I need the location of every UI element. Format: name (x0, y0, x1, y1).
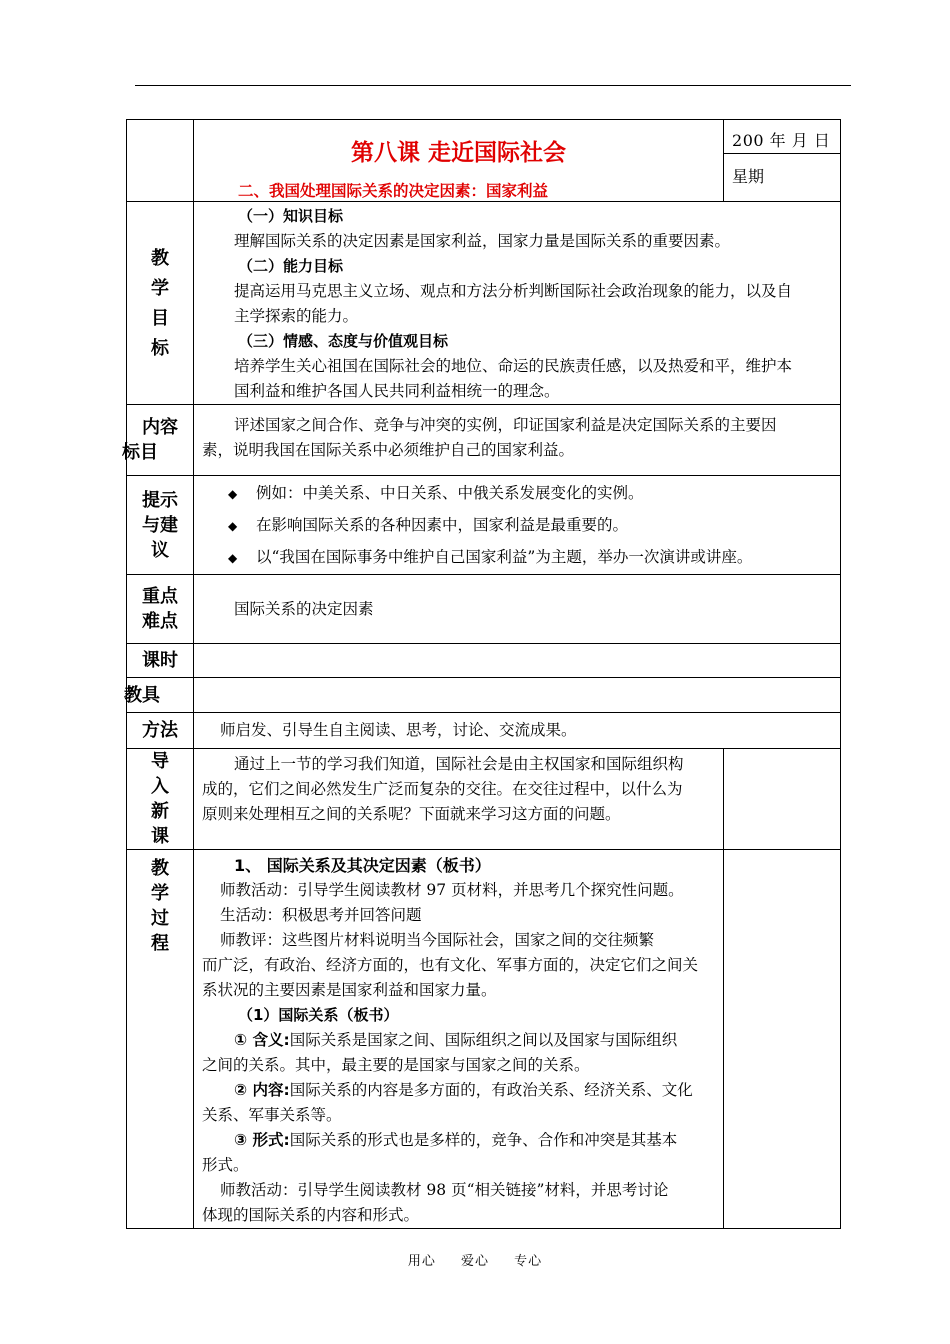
content-goal-row (127, 405, 841, 476)
diamond-bullet-icon: ◆ (228, 487, 238, 501)
process-label: 教 学 过 程 (127, 850, 194, 1229)
ability-text: 提高运用马克思主义立场、观点和方法分析判断国际社会政治现象的能力，以及自 (234, 282, 793, 300)
intro-row (127, 749, 841, 850)
diamond-bullet-icon: ◆ (228, 519, 238, 533)
teaching-tools-value (194, 678, 841, 713)
lesson-subtitle: 二、我国处理国际关系的决定因素：国家利益 (238, 182, 549, 200)
date-cell (724, 120, 841, 202)
tips-label: 提示 与建 议 (127, 476, 194, 575)
section-heading: 1、 国际关系及其决定因素（板书） (234, 856, 491, 875)
list-item: ◆ 以“我国在国际事务中维护自己国家利益”为主题，举办一次演讲或讲座。 (228, 542, 840, 574)
ability-text-cont: 主学探索的能力。 (234, 307, 359, 325)
list-item: ◆ 例如：中美关系、中日关系、中俄关系发展变化的实例。 (228, 478, 840, 510)
header-corner-cell (127, 120, 194, 202)
key-points-label: 重点 难点 (127, 575, 194, 644)
comment-2: 而广泛，有政治、经济方面的，也有文化、军事方面的，决定它们之间关 (202, 956, 699, 974)
activity-1: 师教活动：引导学生阅读教材 97 页材料，并思考几个探究性问题。 (220, 881, 684, 899)
process-row (127, 850, 841, 1229)
teaching-tools-row (127, 678, 841, 713)
intro-notes-cell (724, 749, 841, 850)
lesson-title: 第八课 走近国际社会 (351, 140, 567, 166)
intro-label: 导 入 新 课 (127, 749, 194, 850)
teaching-tools-label: 教具 (127, 678, 194, 713)
comment-3: 系状况的主要因素是国家利益和国家力量。 (202, 981, 497, 999)
lesson-plan-table (122, 119, 841, 1229)
page-footer: 用心 爱心 专心 (407, 1254, 543, 1269)
sub-heading: （1）国际关系（板书） (238, 1006, 399, 1024)
content-goal-label: 内容 标目 (127, 405, 194, 476)
tips-list (194, 478, 840, 574)
title-cell (194, 120, 724, 202)
intro-text: 通过上一节的学习我们知道，国际社会是由主权国家和国际组织构 成的，它们之间必然发生广泛而复杂的交往。在交往过程中，以什么为 原则来处理相互之间的关系呢？下面就来学习这方面的问题。 (194, 749, 724, 850)
method-label: 方法 (127, 713, 194, 749)
activity-2: 生活动：积极思考并回答问题 (220, 906, 422, 924)
diamond-bullet-icon: ◆ (228, 551, 238, 565)
knowledge-text: 理解国际关系的决定因素是国家利益，国家力量是国际关系的重要因素。 (234, 232, 731, 250)
key-points-row (127, 575, 841, 644)
tips-content (194, 476, 841, 575)
header-rule (135, 85, 851, 86)
method-row (127, 713, 841, 749)
meaning-label: ① 含义: (234, 1031, 290, 1049)
form-text: 国际关系的形式也是多样的，竞争、合作和冲突是其基本 (289, 1131, 678, 1149)
date-line: 200 年 月 日 (724, 120, 840, 154)
content-text: 国际关系的内容是多方面的，有政治关系、经济关系、文化 (289, 1081, 693, 1099)
knowledge-heading: （一）知识目标 (238, 207, 344, 225)
class-hours-label: 课时 (127, 644, 194, 678)
goals-content (194, 202, 841, 405)
header-row (127, 120, 841, 202)
content-goal-text: 评述国家之间合作、竞争与冲突的实例，印证国家利益是决定国际关系的主要因 素，说明我国在国际关系中必须维护自己的国家利益。 (194, 405, 841, 476)
goals-row (127, 202, 841, 405)
process-notes-cell (724, 850, 841, 1229)
tips-row (127, 476, 841, 575)
weekday-label: 星期 (732, 167, 765, 186)
ability-heading: （二）能力目标 (238, 257, 344, 275)
goals-label: 教 学 目 标 (127, 202, 194, 405)
activity-3: 师教活动：引导学生阅读教材 98 页“相关链接”材料，并思考讨论 (220, 1181, 669, 1199)
list-item: ◆ 在影响国际关系的各种因素中，国家利益是最重要的。 (228, 510, 840, 542)
content-label: ② 内容: (234, 1081, 290, 1099)
emotion-text-cont: 国利益和维护各国人民共同利益相统一的理念。 (234, 382, 560, 400)
key-points-text: 国际关系的决定因素 (194, 575, 841, 644)
comment-1: 师教评：这些图片材料说明当今国际社会，国家之间的交往频繁 (220, 931, 655, 949)
form-label: ③ 形式: (234, 1131, 290, 1149)
method-text: 师启发、引导生自主阅读、思考，讨论、交流成果。 (194, 713, 841, 749)
emotion-text: 培养学生关心祖国在国际社会的地位、命运的民族责任感，以及热爱和平，维护本 (234, 357, 793, 375)
class-hours-value (194, 644, 841, 678)
emotion-heading: （三）情感、态度与价值观目标 (238, 332, 449, 350)
meaning-text: 国际关系是国家之间、国际组织之间以及国家与国际组织 (289, 1031, 678, 1049)
process-content: 1、 国际关系及其决定因素（板书） 师教活动：引导学生阅读教材 97 页材料，并思考几个探究性问题。 生活动：积极思考并回答问题 师教评：这些图片材料说明当今国际社会，国家之间的交往频繁 而广泛，有政治、经济方面的，也有文化、军事方面的，决定它们之间关 系状况的主要因素是国家利益和国家力量。 （1）国际关系（板书） ① 含义:国际关系是国家之间、国际组织之间以及国家与国际组织 之间的关系。其中，最主要的是国家与国家之间的关系。 ② 内容:国际关系的内容是多方面的，有政治关系、经济关系、文化 关系、军事关系等。 ③ 形式:国际关系的形式也是多样的，竞争、合作和冲突是其基本 形式。 师教活动：引导学生阅读教材 98 页“相关链接”材料，并思考讨论 体现的国际关系的内容和形式。 (194, 850, 724, 1229)
class-hours-row (127, 644, 841, 678)
